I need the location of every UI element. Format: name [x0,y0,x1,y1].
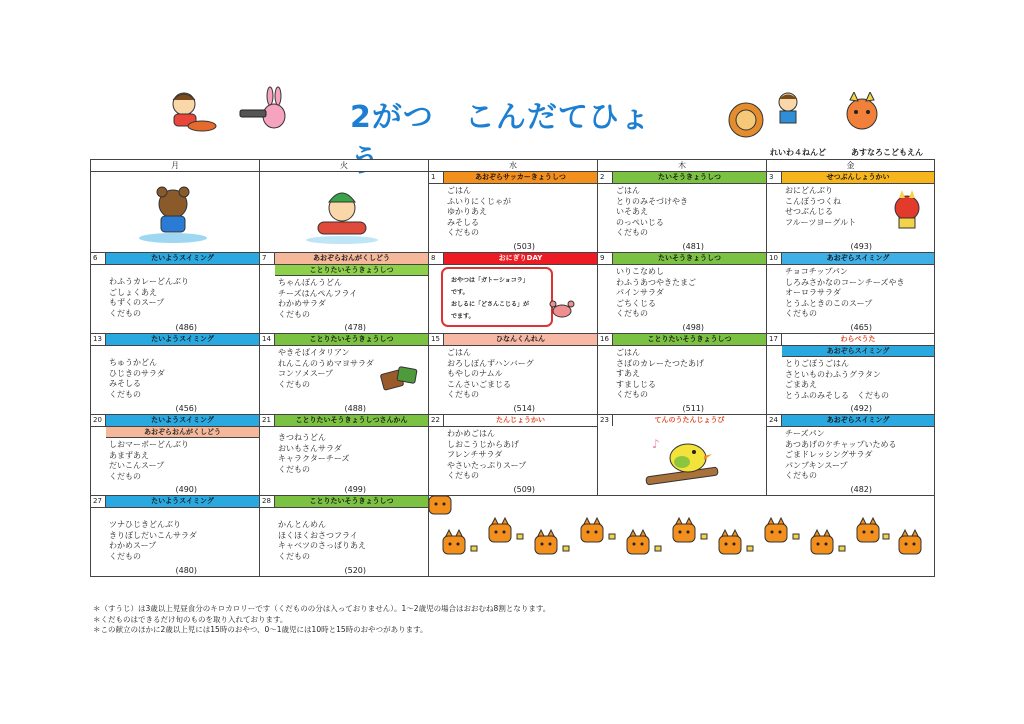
weekday-tue: 火 [260,160,429,172]
menu-item: もやしのナムル [447,369,503,378]
menu-item: ツナひじきどんぶり [109,520,181,529]
menu-item: くだもの [109,471,141,481]
year-label: れいわ４ねんど [770,148,826,157]
menu-item: おにどんぶり [785,186,833,195]
day-number: 16 [598,334,613,345]
menu-item: とりのみそづけやき [616,196,688,206]
kcal-value: (493) [850,242,872,251]
day-number: 8 [429,253,444,264]
day-cell [598,334,767,415]
day-cell-empty [260,172,429,253]
menu-item: あつあげのケチャップいためる [785,439,897,449]
menu-item: いそあえ [616,207,648,216]
menu-item: れんこんのうめマヨサラダ [278,358,374,368]
menu-item: しおマーボーどんぶり [109,440,189,449]
menu-item: みそしる [109,379,141,388]
event-label: あおぞらサッカーきょうしつ [444,172,597,183]
decoration-cell [429,496,935,577]
menu-item: だいこんスープ [109,461,165,470]
weekday-mon: 月 [91,160,260,172]
menu-item: あまずあえ [109,450,149,460]
day-number: 14 [260,334,275,345]
event-label: ことりたいそうきょうしつ [275,334,428,345]
day-number: 27 [91,496,106,507]
kcal-value: (492) [850,404,872,413]
menu-item: くだもの [447,471,479,480]
menu-calendar [90,159,935,577]
menu-item: わかめごはん [447,429,495,438]
day-number: 3 [767,172,782,183]
day-number: 28 [260,496,275,507]
day-cell [767,172,935,253]
menu-item: キャラクターチーズ [278,454,350,463]
menu-item: ごまあえ [785,380,817,389]
menu-item: くだもの [109,308,141,318]
day-number: 22 [429,415,444,426]
menu-item: フレンチサラダ [447,450,503,459]
rabbit-telescope-illustration [232,86,292,136]
event-label: ことりたいそうきょうしつ [275,496,428,507]
menu-item: くだもの [447,228,479,237]
event-label: たいそうきょうしつ [613,172,766,183]
kcal-value: (490) [175,485,197,494]
kcal-value: (509) [513,485,535,494]
kcal-value: (456) [175,404,197,413]
event-label: おにぎりDAY [444,253,597,264]
day-number: 20 [91,415,106,426]
footnote: ＊この献立のほかに2歳以上児には15時のおやつ、0～1歳児には10時と15時のおやつがあります。 [93,625,428,634]
kcal-value: (478) [344,323,366,332]
menu-item: やさいたっぷりスープ [447,460,527,470]
kcal-value: (482) [850,485,872,494]
menu-item: わかめスープ [109,541,157,550]
lion-oni-illustration [718,98,778,146]
menu-item: チーズパン [785,429,825,438]
day-cell [598,253,767,334]
menu-item: チーズはんぺんフライ [278,288,358,298]
kcal-value: (520) [344,566,366,575]
menu-item: くだもの [278,379,310,389]
menu-item: くだもの [278,551,310,561]
red-oni-illustration [890,190,924,230]
school-name: あすなろこどもえん [851,148,923,157]
menu-item: みそしる [447,217,479,227]
menu-item: とうふのみそしる くだもの [785,390,889,400]
kcal-value: (498) [682,323,704,332]
day-cell [260,496,429,577]
day-number: 21 [260,415,275,426]
day-cell-empty [91,172,260,253]
day-number: 23 [598,415,613,426]
day-cell [767,415,935,496]
event-label-secondary: あおぞらおんがくしどう [106,427,259,438]
birthday-label: てんのうたんじょうび [613,415,766,426]
menu-item: のっぺいじる [616,217,664,227]
event-label: たいようスイミング [106,334,259,345]
weekday-thu: 木 [598,160,767,172]
menu-item: ごはん [447,348,471,357]
event-label: あおぞらスイミング [782,415,934,426]
weekday-wed: 水 [429,160,598,172]
menu-item: もずくのスープ [109,298,165,307]
event-label: たいようスイミング [106,415,259,426]
day-cell [91,496,260,577]
kcal-value: (503) [513,242,535,251]
menu-item: ごしょくあえ [109,287,157,297]
snack-line: おしるに「どさんこじる」が [451,301,530,308]
event-label: あおぞらスイミング [782,253,934,264]
menu-item: とりごぼうごはん [785,359,849,368]
day-cell [91,253,260,334]
menu-item: フルーツヨーグルト [785,217,857,227]
day-cell [429,253,598,334]
menu-item: さといものわふうグラタン [785,369,881,379]
day-cell [91,415,260,496]
menu-item: しおこうじからあげ [447,439,519,449]
menu-item: パンプキンスープ [785,460,848,470]
snack-line: おやつは「ガトーショコラ」 [451,277,529,284]
menu-item: しろみさかなのコーンチーズやき [785,277,905,287]
kcal-value: (465) [850,323,872,332]
event-label: たいようスイミング [106,496,259,507]
menu-item: おろしぽんずハンバーグ [447,358,534,368]
menu-item: おいもさんサラダ [278,443,342,453]
day-cell [260,334,429,415]
menu-item: わかめサラダ [278,299,326,308]
menu-item: かんとんめん [278,520,326,529]
menu-item: ごはん [616,186,640,195]
day-cell [598,172,767,253]
menu-item: くだもの [785,309,817,318]
event-label: ひなんくんれん [444,334,597,345]
snack-line: です。 [451,289,469,296]
oni-mask-illustration [836,92,892,142]
menu-item: ごまドレッシングサラダ [785,450,873,459]
menu-item: くだもの [278,464,310,474]
day-cell [260,253,429,334]
menu-item: ひじきのサラダ [109,368,165,378]
day-cell [260,415,429,496]
oni-border-illustration [429,496,929,572]
day-cell [767,334,935,415]
menu-item: くだもの [447,390,479,399]
day-cell [429,334,598,415]
event-label-secondary: あおぞらスイミング [782,346,934,357]
kcal-value: (488) [344,404,366,413]
menu-item: こんぼうつくね [785,196,841,206]
chocolate-illustration [380,362,420,396]
menu-item: ふいりにくじゃが [447,196,511,206]
menu-item: わふうあつやきたまご [616,277,696,287]
event-label: せつぶんしょうかい [782,172,934,183]
day-cell [429,172,598,253]
day-cell [767,253,935,334]
day-number: 17 [767,334,782,345]
event-label: たいそうきょうしつ [613,253,766,264]
menu-item: くだもの [785,471,817,480]
day-number: 13 [91,334,106,345]
day-number: 24 [767,415,782,426]
menu-item: くだもの [278,309,310,319]
day-number: 10 [767,253,782,264]
kcal-value: (499) [344,485,366,494]
menu-item: わふうカレーどんぶり [109,277,189,286]
day-number: 9 [598,253,613,264]
day-cell [429,415,598,496]
menu-item: ちゃんぽんうどん [278,278,342,287]
day-number: 6 [91,253,106,264]
day-number: 1 [429,172,444,183]
child-sledding-illustration [304,182,384,246]
menu-item: とうふときのこのスープ [785,298,873,308]
menu-item: きりぼしだいこんサラダ [109,530,197,540]
weekday-fri: 金 [767,160,935,172]
day-number: 2 [598,172,613,183]
menu-item: コンソメスープ [278,369,334,378]
kcal-value: (514) [513,404,535,413]
svg-text:♪: ♪ [652,437,660,451]
menu-item: ほくほくおさつフライ [278,530,358,540]
menu-item: ちゅうかどん [109,358,157,367]
event-label: たんじょうかい [444,415,597,426]
footnote: ＊（すうじ）は3歳以上児昼食分のキロカロリーです（くだものの分は入っておりません）。1～2歳児の場合はおおむね8割となります。 [93,604,551,613]
menu-item: くだもの [616,228,648,237]
kcal-value: (481) [682,242,704,251]
crab-illustration [549,299,575,319]
day-cell [598,415,767,496]
menu-item: すあえ [616,369,640,378]
footnote: ＊くだものはできるだけ旬のものを取り入れております。 [93,614,288,624]
event-label: ことりたいそうきょうしつさんかん [275,415,428,426]
kcal-value: (480) [175,566,197,575]
menu-item: ごはん [616,348,640,357]
day-number: 7 [260,253,275,264]
menu-item: ごちくじる [616,298,656,308]
menu-item: チョコチップパン [785,267,848,276]
page-title: 2がつ こんだてひょ [350,100,651,135]
menu-item: せつぶんじる [785,207,833,216]
menu-item: すましじる [616,379,656,389]
menu-item: くだもの [616,390,648,399]
kcal-value: (511) [682,404,704,413]
child-eating-illustration [158,88,218,136]
menu-item: さばのカレーたつたあげ [616,358,704,368]
menu-item: オーロラサラダ [785,288,841,297]
menu-item: くだもの [109,389,141,399]
menu-item: くだもの [616,309,648,318]
bird-on-branch-illustration [642,432,722,488]
day-number: 15 [429,334,444,345]
menu-item: いりこなめし [616,267,664,276]
footnotes [93,604,550,636]
event-label-secondary: ことりたいそうきょうしつ [275,265,428,276]
menu-item: ゆかりあえ [447,207,487,216]
snack-line: でます。 [451,313,475,320]
day-cell [91,334,260,415]
event-label: あおぞらおんがくしどう [275,253,428,264]
menu-item: やきそばイタリアン [278,348,350,357]
event-label: わらべうた [782,334,934,345]
menu-item: くだもの [109,551,141,561]
menu-item: キャベツのさっぱりあえ [278,541,366,550]
event-label: ことりたいそうきょうしつ [613,334,766,345]
kcal-value: (486) [175,323,197,332]
menu-item: ごはん [447,186,471,195]
snack-announcement [441,267,553,327]
menu-item: パインサラダ [616,288,664,297]
menu-item: こんさいごまじる [447,379,511,389]
bear-skating-illustration [135,182,215,246]
event-label: たいようスイミング [106,253,259,264]
menu-item: きつねうどん [278,433,326,442]
